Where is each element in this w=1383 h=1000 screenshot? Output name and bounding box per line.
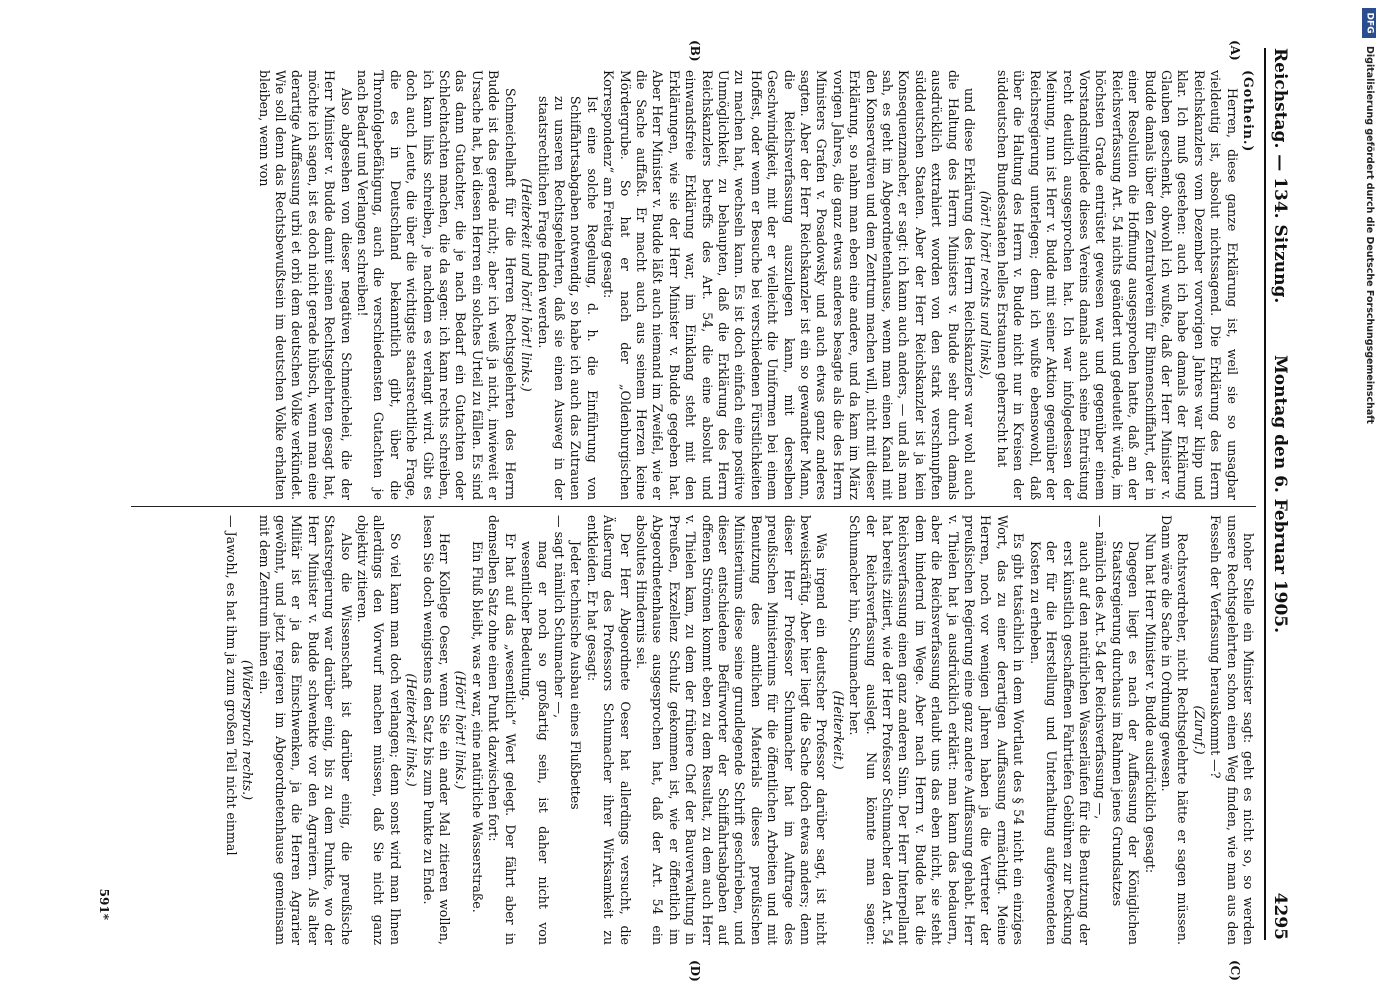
interjection: (Heiterkeit und hört! hört! links.) bbox=[519, 178, 535, 392]
paragraph: Der Herr Abgeordnete Oeser hat allerdings versucht, die Äußerung des Professors Schumacher ihrer Wirksamkeit zu entkleiden. Er hat gesagt: bbox=[584, 515, 633, 945]
paragraph: So viel kann man doch verlangen; denn sonst wird man Ihnen allerdings den Vorwurf machen müssen, daß Sie nicht ganz objektiv zitieren. bbox=[355, 515, 403, 945]
page-header bbox=[1268, 48, 1294, 940]
header-date: Montag den 6. Februar 1905. bbox=[1270, 354, 1290, 634]
column-divider bbox=[131, 506, 1256, 507]
right-text-column bbox=[121, 515, 1256, 945]
interjection: (Zuruf.) bbox=[1191, 705, 1207, 755]
funding-note: Digitalisierung gefördert durch die Deutsche Forschungsgemeinschaft bbox=[1364, 46, 1375, 424]
quotation: Jeder technische Ausbau eines Flußbettes bbox=[568, 541, 584, 810]
header-rule bbox=[1264, 48, 1266, 940]
quotation: mag er noch so großartig sein, ist daher nicht von wesentlicher Bedeutung. bbox=[519, 541, 551, 945]
scanned-page bbox=[42, 0, 1342, 1000]
interjection-dash: — nämlich des Art. 54 der Reichsverfassung —, bbox=[1093, 515, 1109, 820]
left-text-column bbox=[121, 70, 1256, 500]
header-left: Reichstag. — 134. Sitzung. bbox=[1270, 48, 1290, 304]
dfg-logo-icon: DFG bbox=[1362, 8, 1376, 38]
interjection: (Heiterkeit.) bbox=[830, 690, 846, 770]
paragraph: und diese Erklärung des Herrn Reichskanzlers war wohl auch die Haltung des Herrn Ministers v. Budde sehr durch damals ausdrücklich extrahiert worden von den stark verschnupften süddeutschen Staaten. Aber der Herr Reichskanzler ist ja kein Konsequenzmacher, er sagt: ich kann auch anders, — und als man sah, es geht im Abgeordnetenhause, wenn man einen Kanal mit den Konservativen und dem Zentrum machen will, nicht mit dieser Erklärung, so nahm man eben eine andere, und da kam im März vorigen Jahres, die ganz etwas anderes besagte als die des Herrn Ministers Grafen v. Posadowsky und auch etwas ganz anderes sagten. Aber der Herr Reichskanzler ist ein so gewandter Mann, die Reichsverfassung auszulegen kann, mit derselben Geschwindigkeit, mit der er vielleicht die Uniformen bei einem Hoffest, oder wenn er Besuche bei verschiedenen Fürstlichkeiten zu machen hat, wechseln kann. Es ist doch einfach eine positive Unmöglichkeit, zu behaupten, daß die Erklärung des Herrn Reichskanzlers betreffs des Art. 54, die eine absolut und einwandsfreie Erklärung war, im Einklang steht mit den Erklärungen, wie sie der Herr Minister v. Budde gegeben hat. Aber Herr Minister v. Budde läßt auch niemand im Zweifel, wie er die Sache auffaßt. Er macht auch aus seinem Herzen keine Mördergrube. So hat er nach der „Oldenburgischen Korrespondenz“ am Freitag gesagt: bbox=[601, 70, 978, 500]
interjection: (hört! hört! rechts und links), bbox=[978, 190, 994, 380]
paragraph: Rechtsverdreher, nicht Rechtsgelehrte hätte er sagen müssen. Dann wäre die Sache in Ordnung gewesen. bbox=[1158, 515, 1191, 945]
paragraph: Er hat auf das „wesentlich“ Wert gelegt. Der fährt aber in demselben Satz ohne einen Punkt dazwischen fort: bbox=[486, 515, 518, 945]
interjection: (Heiterkeit links.) bbox=[404, 673, 420, 787]
margin-mark-d: (D) bbox=[688, 960, 702, 982]
page-number: 4295 bbox=[1270, 892, 1290, 940]
paragraph: Es gibt tatsächlich in dem Wortlaut des § 54 nicht ein einziges Wort, das zu einer derartigen Auffassung ermächtigt. Meine Herren, noch vor wenigen Jahren haben ja die Vertreter der preußischen Regierung eine ganz andere Auffassung gehabt. Herr v. Thielen hat ja ausdrücklich erklärt: man kann das bedauern, aber die Reichsverfassung erlaubt uns das eben nicht, sie steht dem hindernd im Wege. Aber nach Herrn v. Budde hat die Reichsverfassung einen ganz anderen Sinn. Der Herr Interpellant hat bereits zitiert, wie der Herr Professor Schumacher den Art. 54 der Reichsverfassung auslegt. Nun könnte man sagen: Schumacher hin, Schumacher her. bbox=[847, 515, 1027, 945]
interjection-dash: — Jawohl, es hat ihm ja zum großen Teil nicht einmal bbox=[223, 515, 239, 856]
paragraph: Schmeichelhaft für die Herren Rechtsgelehrten des Herrn Budde ist das gerade nicht; aber ich weiß ja nicht, inwieweit er Ursache hat, bei diesen Herren ein solches Urteil zu fällen. Es sind das dann Gutachter, die je nach Bedarf ein Gutachten oder Schlechtachten machen, die da sagen: ich kann rechts schreiben, ich kann links schreiben, je nachdem es verlangt wird. Gibt es doch auch Leute, die über die wichtigste staatsrechtliche Frage, die es in Deutschland bekanntlich gibt, über die Thronfolgebefähigung, auch die verschiedensten Gutachten je nach Bedarf und Verlangen schreiben! bbox=[355, 70, 518, 500]
speaker-name: (Gothein.) bbox=[1241, 70, 1256, 153]
margin-mark-c: (C) bbox=[1228, 960, 1242, 981]
paragraph: Herren, diese ganze Erklärung ist, weil sie so unsagbar vieldeutig ist, absolut nichtssagend. Die Erklärung des Herrn Reichskanzlers vom Dezember vorvorigen Jahres war klipp und klar. Ich muß gestehen: auch ich habe damals der Erklärung Glauben geschenkt, obwohl ich wußte, daß der Herr Minister v. Budde damals über den Zentralverein für Binnenschiffahrt, der in einer Resolution die Hoffnung ausgesprochen hatte, daß an der Reichsverfassung Art. 54 nichts geändert und gedeutelt würde, im höchsten Grade entrüstet gewesen war und gegenüber einem Vorstandsmitgliede dieses Vereins damals auch seine Entrüstung recht deutlich ausgesprochen hat. Ich war infolgedessen der Meinung, nun ist Herr v. Budde mit seiner Aktion gegenüber der Reichsregierung unterlegen; denn ich wußte ebensowohl, daß über die Haltung des Herrn v. Budde nicht nur in Kreisen der süddeutschen Bundesstaaten helles Erstaunen geherrscht hat bbox=[994, 70, 1240, 500]
paragraph: Herr Kollege Oeser, wenn Sie ein ander Mal zitieren wollen, lesen Sie doch wenigstens den Satz bis zum Punkte zu Ende. bbox=[420, 515, 453, 945]
quotation: Dagegen liegt es nach der Auffassung der Königlichen Staatsregierung durchaus im Rahmen jenes Grundsatzes bbox=[1109, 541, 1142, 945]
paragraph: Was irgend ein deutscher Professor darüber sagt, ist nicht beweiskräftig. Aber hier liegt die Sache doch etwas anders; denn dieser Herr Professor Schumacher hat im Auftrage des preußischen Ministeriums für die öffentlichen Arbeiten und mit Benutzung des amtlichen Materials dieses preußischen Ministeriums diese seine grundlegende Schrift geschrieben, und dieser entschiedene Befürworter der Schiffahrtsabgaben auf offenen Strömen kommt eben zu dem Resultat, zu dem auch Herr v. Thielen kam, zu dem der frühere Chef der Bauverwaltung in Preußen, Exzellenz Schulz gekommen ist, wie er öffentlich im Abgeordnetenhause ausgesprochen hat, daß der Art. 54 ein absolutes Hindernis sei. bbox=[633, 515, 830, 945]
interjection: (Hört! hört! links.) bbox=[453, 670, 469, 790]
quotation: auch auf den natürlichen Wasserläufen für die Benutzung der erst künstlich geschaffenen Fahrtiefen Gebühren zur Deckung der für die Herstellung und Unterhaltung aufgewendeten Kosten zu erheben. bbox=[1027, 541, 1092, 945]
paragraph: hoher Stelle ein Minister sagt: geht es nicht so, so werden unsere Rechtsgelehrten schon einen Weg finden, wie man aus den Fesseln der Verfassung herauskommt —? bbox=[1208, 515, 1256, 945]
margin-mark-b: (B) bbox=[688, 40, 702, 62]
margin-mark-a: (A) bbox=[1228, 40, 1242, 61]
digitization-sidebar bbox=[1355, 0, 1383, 1000]
quotation: Ist eine solche Regelung, d. h. die Einführung von Schiffahrtsabgaben notwendig, so habe ich auch das Zutrauen zu unseren Rechtsgelehrten, daß sie einen Ausweg in der staatsrechtlichen Frage finden werden. bbox=[535, 96, 600, 500]
paragraph: Also abgesehen von dieser negativen Schmeichelei, die der Herr Minister v. Budde damit seinen Rechtsgelehrten gesagt hat, möchte ich sagen, ist es doch nicht gerade hübsch, wenn man eine derartige Auffassung urbi et orbi dem deutschen Volke verkündet. Wie soll denn das Rechtsbewußtsein im deutschen Volke erhalten bleiben, wenn von bbox=[256, 70, 354, 500]
interjection-dash: — sagt nämlich Schumacher —, bbox=[551, 515, 567, 719]
interjection: (Widerspruch rechts.) bbox=[240, 659, 256, 801]
signature-mark: 591* bbox=[97, 888, 111, 920]
quotation: Ein Fluß bleibt, was er war, eine natürliche Wasserstraße. bbox=[469, 541, 485, 913]
paragraph: Also die Wissenschaft ist darüber einig, die preußische Staatsregierung war darüber einig, bis zu dem Punkte, wo der Herr Minister v. Budde schwenkte vor den Agrariern. Als alter Militär ist er ja das Einschwenken, ja die Herren Agrarier gewöhnt, und jetzt regieren im Abgeordnetenhause gemeinsam mit dem Zentrum ihnen ein. bbox=[256, 515, 354, 945]
paragraph: Nun hat Herr Minister v. Budde ausdrücklich gesagt: bbox=[1142, 533, 1158, 874]
